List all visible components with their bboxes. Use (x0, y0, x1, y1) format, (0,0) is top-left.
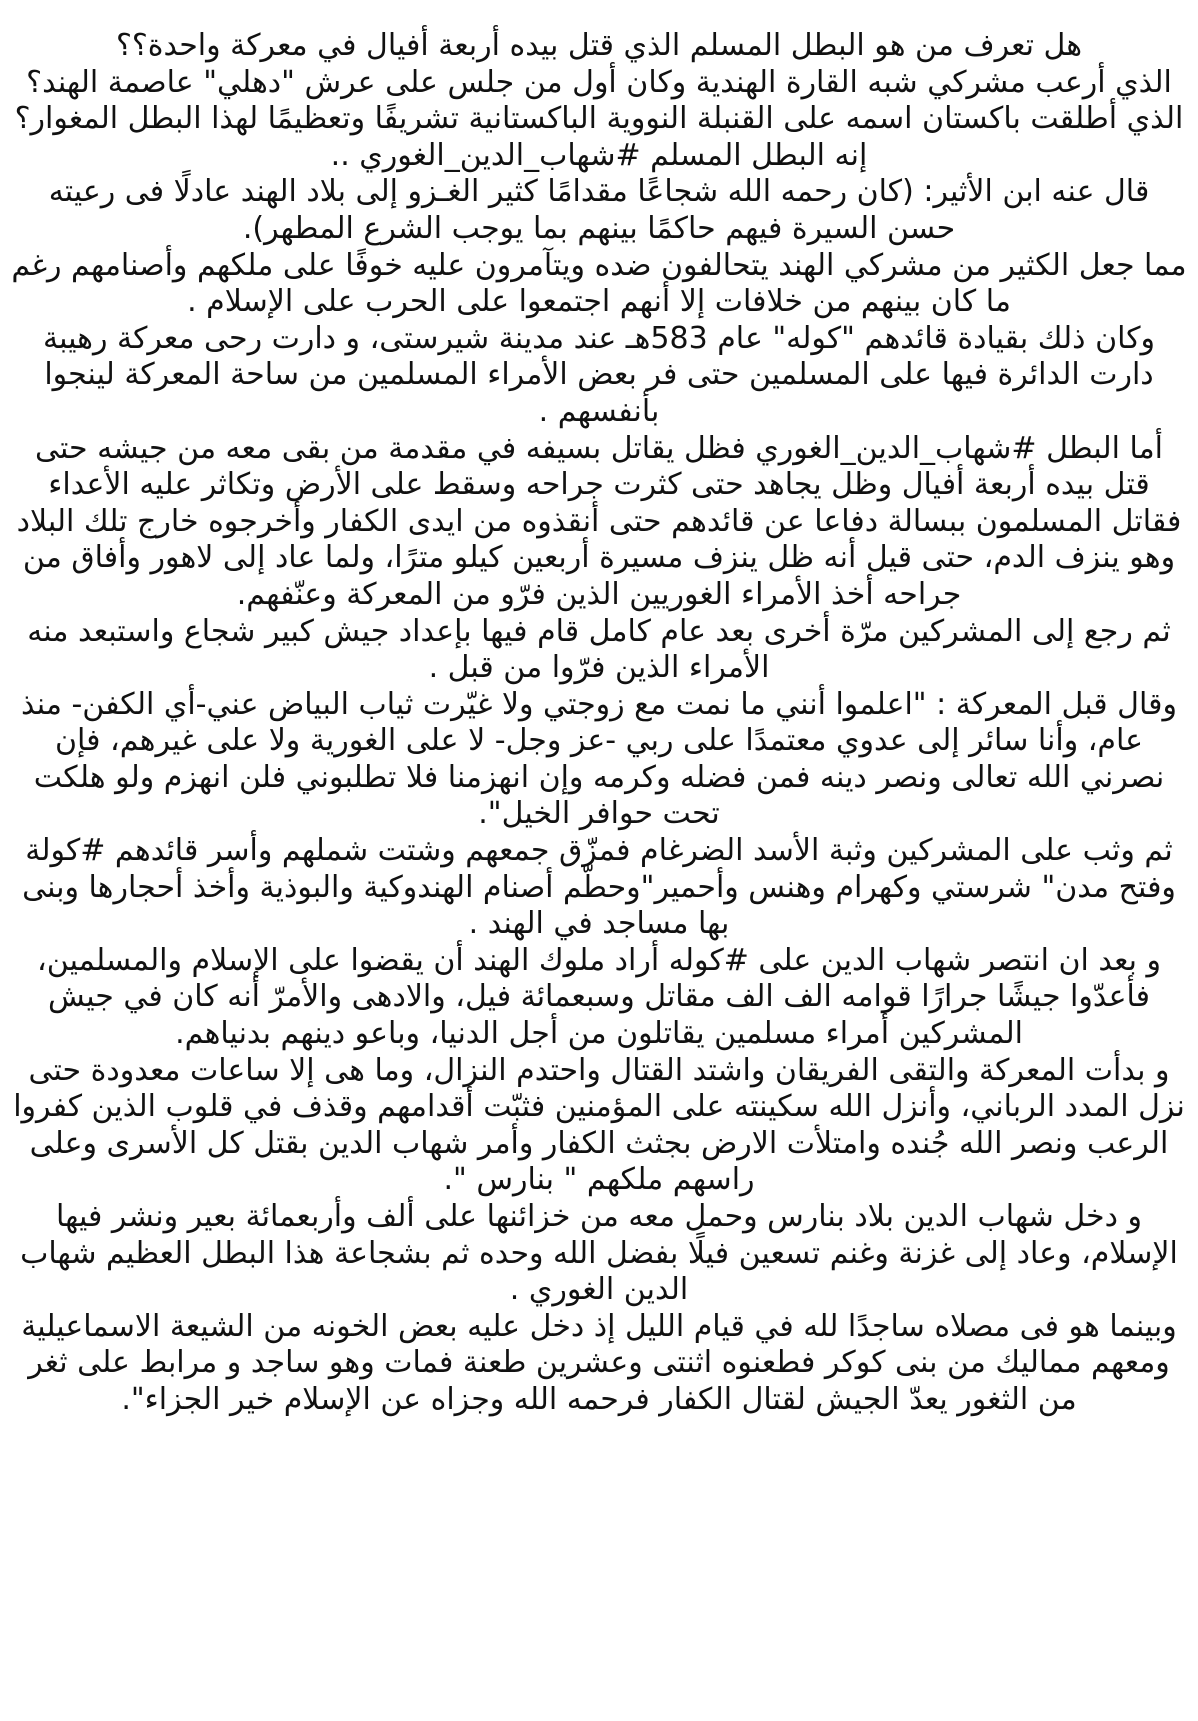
article-body (10, 28, 1188, 1419)
paragraph-battle-victory: و بدأت المعركة والتقى الفريقان واشتد القتال واحتدم النزال، وما هى إلا ساعات معدودة حتى نزل المدد الرباني، وأنزل الله سكينته على المؤمنين فثبّت أقدامهم وقذف في قلوب الذين كفروا الرعب ونصر الله جُنده وامتلأت الارض بجثث الكفار وأمر شهاب الدين بقتل كل الأسرى وعلى راسهم ملكهم " بنارس ". (13, 1052, 1185, 1198)
paragraph-return-year-later: ثم رجع إلى المشركين مرّة أخرى بعد عام كامل قام فيها بإعداد جيش كبير شجاع واستبعد منه الأمراء الذين فرّوا من قبل . (27, 613, 1171, 686)
paragraph-alliance-against: مما جعل الكثير من مشركي الهند يتحالفون ضده ويتآمرون عليه خوفًا على ملكهم وأصنامهم رغم ما كان بينهم من خلافات إلا أنهم اجتمعوا على الحرب على الإسلام . (11, 247, 1187, 320)
paragraph-ibn-al-athir-quote: قال عنه ابن الأثير: (كان رحمه الله شجاعًا مقدامًا كثير الغـزو إلى بلاد الهند عادلًا فى رعيته حسن السيرة فيهم حاكمًا بينهم بما يوجب الشرع المطهر). (48, 174, 1150, 246)
paragraph-question-pakistan-bomb: الذي أطلقت باكستان اسمه على القنبلة النووية الباكستانية تشريفًا وتعظيمًا لهذا البطل المغوار؟ (14, 101, 1184, 137)
paragraph-victory-over-kola: ثم وثب على المشركين وثبة الأسد الضرغام فمزّق جمعهم وشتت شملهم وأسر قائدهم #كولة وفتح مدن" شرستي وكهرام وهنس وأحمير"وحطّم أصنام الهندوكية والبوذية وأخذ أحجارها وبنى بها مساجد في الهند . (22, 833, 1176, 942)
paragraph-martyrdom: وبينما هو فى مصلاه ساجدًا لله في قيام الليل إذ دخل عليه بعض الخونه من الشيعة الاسماعيلية ومعهم مماليك من بنى كوكر فطعنوه اثنتى وعشرين طعنة فمات وهو ساجد و مرابط على ثغر من الثغور يعدّ الجيش لقتال الكفار فرحمه الله وجزاه عن الإسلام خير الجزاء". (21, 1308, 1177, 1417)
paragraph-question-four-elephants: هل تعرف من هو البطل المسلم الذي قتل بيده أربعة أفيال في معركة واحدة؟؟ (115, 28, 1083, 63)
paragraph-entering-benares: و دخل شهاب الدين بلاد بنارس وحمل معه من خزائنها على ألف وأربعمائة بعير ونشر فيها الإسلام، وعاد إلى غزنة وغنم تسعين فيلًا بفضل الله وحده ثم بشجاعة هذا البطل العظيم شهاب الدين الغوري . (20, 1199, 1178, 1308)
paragraph-fighting-wounded: أما البطل #شهاب_الدين_الغوري فظل يقاتل بسيفه في مقدمة من بقى معه من جيشه حتى قتل بيده أربعة أفيال وظل يجاهد حتى كثرت جراحه وسقط على الأرض وتكاثر عليه الأعداء فقاتل المسلمون ببسالة دفاعا عن قائدهم حتى أنقذوه من ايدى الكفار وأخرجوه خارج تلك البلاد وهو ينزف الدم، حتى قيل أنه ظل ينزف مسيرة أربعين كيلو مترًا، ولما عاد إلى لاهور وأفاق من جراحه أخذ الأمراء الغوريين الذين فرّو من المعركة وعنّفهم. (16, 430, 1182, 612)
paragraph-first-battle: وكان ذلك بقيادة قائدهم "كوله" عام 583هـ عند مدينة شيرستى، و دارت رحى معركة رهيبة دارت الدائرة فيها على المسلمين حتى فر بعض الأمراء المسلمين من ساحة المعركة لينجوا بأنفسهم . (42, 320, 1156, 429)
paragraph-hero-name: إنه البطل المسلم #شهاب_الدين_الغوري .. (330, 137, 868, 173)
paragraph-speech-before-battle: وقال قبل المعركة : "اعلموا أنني ما نمت مع زوجتي ولا غيّرت ثياب البياض عني-أي الكفن- منذ عام، وأنا سائر إلى عدوي معتمدًا على ربي -عز وجل- لا على الغورية ولا على غيرهم، فإن نصرني الله تعالى ونصر دينه فمن فضله وكرمه وإن انهزمنا فلا تطلبوني فلن انهزم ولو هلكت تحت حوافر الخيل". (21, 686, 1177, 832)
paragraph-indian-kings-army: و بعد ان انتصر شهاب الدين على #كوله أراد ملوك الهند أن يقضوا على الإسلام والمسلمين، فأعدّوا جيشًا جرارًا قوامه الف الف مقاتل وسبعمائة فيل، والادهى والأمرّ أنه كان في جيش المشركين أمراء مسلمين يقاتلون من أجل الدنيا، وباعو دينهم بدنياهم. (37, 942, 1161, 1052)
paragraph-question-delhi-throne: الذي أرعب مشركي شبه القارة الهندية وكان أول من جلس على عرش "دهلي" عاصمة الهند؟ (26, 64, 1172, 100)
